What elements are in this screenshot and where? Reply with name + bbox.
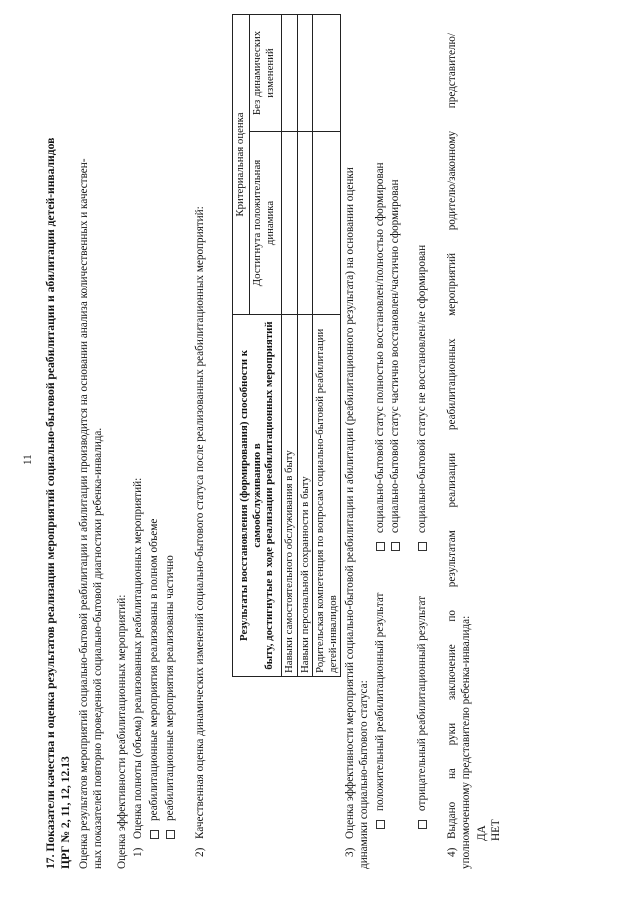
checkbox[interactable]	[150, 830, 159, 839]
item2-label: 2)	[194, 847, 206, 857]
table-header-criteria: Критериальная оценка	[233, 15, 250, 315]
intro-text-line1: Оценка результатов мероприятий социально-бытовой реабилитации и абилитации производится на основании анализа количественных и качествен-	[78, 158, 90, 869]
item3-text-line1: Оценка эффективности мероприятий социально-бытовой реабилитации и абилитации (реабилитационного результата) на основании оценки	[344, 167, 356, 839]
negative-result-option	[416, 596, 430, 829]
option-label: социально-бытовой статус частично восстановлен/частично сформирован	[389, 179, 401, 533]
table-row	[282, 15, 298, 677]
status-full-option	[374, 162, 388, 551]
table-row-label: Навыки самостоятельного обслуживания в быту	[282, 315, 298, 677]
checkbox[interactable]	[376, 542, 385, 551]
item4-text-line2: уполномоченному представителю ребенка-инвалида:	[460, 615, 472, 869]
table-header-nochange	[250, 15, 282, 132]
item1-label: 1)	[132, 847, 144, 857]
option-label: социально-бытовой статус полностью восстановлен/полностью сформирован	[374, 162, 386, 533]
positive-result-option	[374, 593, 388, 829]
section-title: 17. Показатели качества и оценка результатов реализации мероприятий социально-бытовой реабилитации и абилитации детей-инвалидов	[44, 137, 57, 869]
dynamics-table	[232, 14, 341, 677]
item1-option-partial	[164, 555, 178, 839]
header-line: быту, достигнутые в ходе реализации реабилитационных мероприятий	[263, 321, 276, 670]
checkbox[interactable]	[391, 542, 400, 551]
intro-text-line2: ных показателей повторно проведенной социально-бытовой диагностики ребенка-инвалида.	[92, 427, 104, 869]
header-line: Результаты восстановления (формирования) способности к самообслуживанию в	[238, 350, 263, 641]
header-line: изменений	[263, 48, 276, 98]
option-label: реабилитационные мероприятия реализованы частично	[164, 555, 176, 821]
table-cell-positive[interactable]	[282, 132, 298, 315]
item2-text: Качественная оценка динамических изменений социально-бытового статуса после реализованных реабилитационных мероприятий:	[194, 206, 206, 839]
table-cell-positive[interactable]	[313, 132, 341, 315]
answer-yes[interactable]: ДА	[476, 825, 488, 841]
item1-option-full	[148, 519, 162, 839]
table-cell-nochange[interactable]	[282, 15, 298, 132]
effectiveness-heading: Оценка эффективности реабилитационных мероприятий:	[116, 594, 128, 869]
table-row	[297, 15, 313, 677]
header-line: динамика	[263, 200, 276, 246]
item3-label: 3)	[344, 847, 356, 857]
section-title-codes: ЦРГ № 2, 11, 12, 12.13	[59, 756, 72, 869]
table-cell-positive[interactable]	[297, 132, 313, 315]
table-row-label: Родительская компетенция по вопросам социально-бытовой реабилитации детей-инвалидов	[313, 315, 341, 677]
table-header-positive	[250, 132, 282, 315]
table-row-label: Навыки персональной сохранности в быту	[297, 315, 313, 677]
option-label: социально-бытовой статус не восстановлен/не сформирован	[416, 244, 428, 533]
item4-label: 4)	[446, 847, 458, 857]
table-header-row	[233, 15, 250, 677]
page-number: 11	[22, 454, 34, 465]
answer-no[interactable]: НЕТ	[490, 819, 502, 841]
item1-text: Оценка полноты (объема) реализованных реабилитационных мероприятий:	[132, 477, 144, 839]
table-cell-nochange[interactable]	[313, 15, 341, 132]
header-line: Достигнута положительная	[251, 159, 264, 287]
item3-text-line2: динамики социально-бытового статуса:	[358, 680, 370, 869]
table-row	[313, 15, 341, 677]
option-label: реабилитационные мероприятия реализованы в полном объеме	[148, 518, 160, 821]
checkbox[interactable]	[166, 830, 175, 839]
option-label: отрицательный реабилитационный результат	[416, 595, 428, 811]
checkbox[interactable]	[418, 542, 427, 551]
table-header-results	[233, 315, 282, 677]
checkbox[interactable]	[418, 820, 427, 829]
item4-text-line1: Выдано на руки заключение по результатам реализации реабилитационных мероприятий родителю/законному представителю/	[446, 33, 458, 839]
status-partial-option	[389, 180, 403, 551]
header-line: Без динамических	[251, 30, 264, 116]
option-label: положительный реабилитационный результат	[374, 592, 386, 811]
status-none-option	[416, 245, 430, 551]
checkbox[interactable]	[376, 820, 385, 829]
table-cell-nochange[interactable]	[297, 15, 313, 132]
